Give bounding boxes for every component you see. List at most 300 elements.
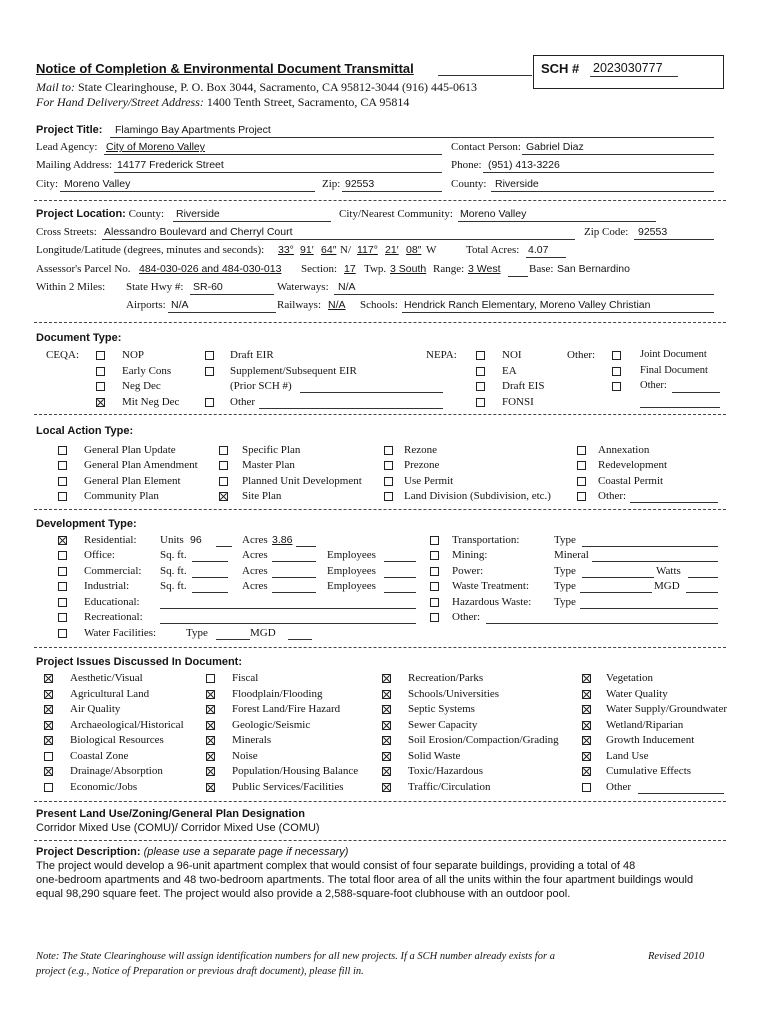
checkbox-septic[interactable]: [382, 705, 391, 714]
annexation-label: Annexation: [598, 444, 650, 456]
local-other-label: Other:: [598, 490, 627, 502]
footer-note-2: project (e.g., Notice of Preparation or previous draft document), please fill in.: [36, 966, 364, 977]
project-title-label: Project Title:: [36, 124, 103, 136]
water-quality-label: Water Quality: [606, 688, 668, 700]
mailing-address-label: Mailing Address:: [36, 159, 113, 171]
water-facilities-label: Water Facilities:: [84, 627, 157, 639]
checkbox-noi[interactable]: [476, 351, 485, 360]
supplement-eir-label: Supplement/Subsequent EIR: [230, 365, 357, 377]
description-heading-note: (please use a separate page if necessary): [143, 846, 349, 858]
checkbox-issues-other[interactable]: [582, 783, 591, 792]
checkbox-water-supply[interactable]: [582, 705, 591, 714]
checkbox-drainage[interactable]: [44, 767, 53, 776]
checkbox-land-division[interactable]: [384, 492, 393, 501]
lat-long-label: Longitude/Latitude (degrees, minutes and seconds):: [36, 244, 265, 256]
ceqa-other-line: [259, 408, 443, 409]
checkbox-specific-plan[interactable]: [219, 446, 228, 455]
checkbox-wetland[interactable]: [582, 721, 591, 730]
general-plan-amendment-label: General Plan Amendment: [84, 459, 198, 471]
checkbox-commercial[interactable]: [58, 567, 67, 576]
phone-value[interactable]: (951) 413-3226: [488, 159, 560, 171]
specific-plan-label: Specific Plan: [242, 444, 301, 456]
traffic-label: Traffic/Circulation: [408, 781, 491, 793]
checkbox-minerals[interactable]: [206, 736, 215, 745]
noise-label: Noise: [232, 750, 258, 762]
checkbox-traffic[interactable]: [382, 783, 391, 792]
community-line: [458, 221, 656, 222]
commercial-label: Commercial:: [84, 565, 142, 577]
land-division-label: Land Division (Subdivision, etc.): [404, 490, 551, 502]
schools-value[interactable]: Hendrick Ranch Elementary, Moreno Valley Christian: [404, 299, 651, 311]
checkbox-schools[interactable]: [382, 690, 391, 699]
recreational-label: Recreational:: [84, 611, 143, 623]
checkbox-joint-document[interactable]: [612, 351, 621, 360]
sch-label: SCH #: [541, 61, 580, 76]
checkbox-waste-treatment[interactable]: [430, 582, 439, 591]
schools-issue-label: Schools/Universities: [408, 688, 500, 700]
lat-n: N/: [340, 244, 351, 256]
biological-label: Biological Resources: [70, 734, 164, 746]
checkbox-hazardous-waste[interactable]: [430, 598, 439, 607]
checkbox-fonsi[interactable]: [476, 398, 485, 407]
zip-code-line: [634, 239, 714, 240]
checkbox-general-plan-update[interactable]: [58, 446, 67, 455]
prior-sch-label: (Prior SCH #): [230, 380, 292, 392]
project-location-label: Project Location:: [36, 208, 126, 220]
hazardous-type-line: [580, 608, 718, 609]
industrial-label: Industrial:: [84, 580, 130, 592]
residential-acres-label: Acres: [242, 534, 268, 546]
checkbox-dev-other[interactable]: [430, 613, 439, 622]
growth-inducement-label: Growth Inducement: [606, 734, 695, 746]
lat-sec[interactable]: 64″: [321, 244, 337, 256]
divider: [34, 840, 726, 841]
checkbox-draft-eis[interactable]: [476, 382, 485, 391]
total-acres-line: [526, 257, 566, 258]
mailing-address-value[interactable]: 14177 Frederick Street: [117, 159, 224, 171]
state-hwy-label: State Hwy #:: [126, 281, 184, 293]
general-plan-element-label: General Plan Element: [84, 475, 181, 487]
checkbox-rezone[interactable]: [384, 446, 393, 455]
community-label: City/Nearest Community:: [339, 208, 453, 220]
doc-other-line: [672, 392, 720, 393]
land-use-value[interactable]: Corridor Mixed Use (COMU)/ Corridor Mixed Use (COMU): [36, 822, 320, 834]
dev-other-label: Other:: [452, 611, 481, 623]
checkbox-residential[interactable]: [58, 536, 67, 545]
checkbox-mit-neg-dec[interactable]: [96, 398, 105, 407]
title-rule: [438, 75, 532, 76]
local-action-heading: Local Action Type:: [36, 425, 134, 437]
draft-eis-label: Draft EIS: [502, 380, 545, 392]
commercial-employees-label: Employees: [327, 565, 376, 577]
mail-text: State Clearinghouse, P. O. Box 3044, Sacramento, CA 95812-3044 (916) 445-0613: [78, 80, 477, 94]
checkbox-forest-land[interactable]: [206, 705, 215, 714]
checkbox-draft-eir[interactable]: [205, 351, 214, 360]
hand-delivery-text: 1400 Tenth Street, Sacramento, CA 95814: [206, 95, 410, 109]
waterways-line: [334, 294, 714, 295]
residential-acres-value[interactable]: 3.86: [272, 534, 293, 546]
lead-agency-value[interactable]: City of Moreno Valley: [106, 141, 206, 153]
apn-value[interactable]: 484-030-026 and 484-030-013: [139, 263, 282, 275]
waste-mgd-label: MGD: [654, 580, 680, 592]
checkbox-planned-unit-development[interactable]: [219, 477, 228, 486]
lon-sec[interactable]: 08″: [406, 244, 422, 256]
prior-sch-line: [300, 392, 443, 393]
sewer-label: Sewer Capacity: [408, 719, 478, 731]
checkbox-industrial[interactable]: [58, 582, 67, 591]
master-plan-label: Master Plan: [242, 459, 295, 471]
population-housing-label: Population/Housing Balance: [232, 765, 359, 777]
checkbox-noise[interactable]: [206, 752, 215, 761]
checkbox-toxic[interactable]: [382, 767, 391, 776]
issues-other-line: [638, 793, 724, 794]
vegetation-label: Vegetation: [606, 672, 654, 684]
soil-erosion-label: Soil Erosion/Compaction/Grading: [408, 734, 559, 746]
contact-line: [522, 154, 714, 155]
lon-w: W: [426, 244, 437, 256]
lon-min[interactable]: 21′: [385, 244, 399, 256]
project-issues-heading: Project Issues Discussed In Document:: [36, 656, 243, 668]
hand-delivery-label: For Hand Delivery/Street Address:: [36, 95, 204, 109]
mailing-address-line: [114, 172, 442, 173]
office-acres-label: Acres: [242, 549, 268, 561]
checkbox-vegetation[interactable]: [582, 674, 591, 683]
cumulative-effects-label: Cumulative Effects: [606, 765, 692, 777]
checkbox-agricultural[interactable]: [44, 690, 53, 699]
commercial-acres-line: [272, 577, 316, 578]
railways-label: Railways:: [277, 299, 321, 311]
office-employees-line: [384, 561, 416, 562]
checkbox-coastal-zone[interactable]: [44, 752, 53, 761]
county-line: [491, 191, 714, 192]
checkbox-growth-inducement[interactable]: [582, 736, 591, 745]
checkbox-recreation-parks[interactable]: [382, 674, 391, 683]
sch-underline: [590, 76, 678, 77]
checkbox-community-plan[interactable]: [58, 492, 67, 501]
checkbox-office[interactable]: [58, 551, 67, 560]
schools-line: [402, 312, 714, 313]
archaeological-label: Archaeological/Historical: [70, 719, 184, 731]
checkbox-ea[interactable]: [476, 367, 485, 376]
redevelopment-label: Redevelopment: [598, 459, 668, 471]
waterways-value[interactable]: N/A: [338, 281, 356, 293]
checkbox-population-housing[interactable]: [206, 767, 215, 776]
nop-label: NOP: [122, 349, 145, 361]
checkbox-water-quality[interactable]: [582, 690, 591, 699]
air-quality-label: Air Quality: [70, 703, 121, 715]
cross-streets-value[interactable]: Alessandro Boulevard and Cherryl Court: [104, 226, 293, 238]
description-heading: Project Description:: [36, 846, 141, 858]
commercial-sqft-line: [192, 577, 228, 578]
mining-label: Mining:: [452, 549, 488, 561]
forest-land-label: Forest Land/Fire Hazard: [232, 703, 341, 715]
nepa-label: NEPA:: [426, 349, 457, 361]
mineral-line: [592, 561, 718, 562]
rezone-label: Rezone: [404, 444, 437, 456]
document-type-heading: Document Type:: [36, 332, 122, 344]
phone-line: [483, 172, 714, 173]
divider: [34, 414, 726, 415]
checkbox-geologic[interactable]: [206, 721, 215, 730]
power-type-line: [582, 577, 654, 578]
checkbox-ceqa-other[interactable]: [205, 398, 214, 407]
development-type-heading: Development Type:: [36, 518, 137, 530]
base-label: Base:: [529, 263, 554, 275]
commercial-employees-line: [384, 577, 416, 578]
watts-label: Watts: [656, 565, 681, 577]
transportation-label: Transportation:: [452, 534, 520, 546]
commercial-sqft-label: Sq. ft.: [160, 565, 187, 577]
checkbox-supplement-eir[interactable]: [205, 367, 214, 376]
checkbox-neg-dec[interactable]: [96, 382, 105, 391]
units-line: [216, 546, 232, 547]
office-label: Office:: [84, 549, 115, 561]
checkbox-public-services[interactable]: [206, 783, 215, 792]
checkbox-cumulative-effects[interactable]: [582, 767, 591, 776]
twp-label: Twp.: [364, 263, 387, 275]
checkbox-power[interactable]: [430, 567, 439, 576]
educational-label: Educational:: [84, 596, 140, 608]
checkbox-transportation[interactable]: [430, 536, 439, 545]
airports-value[interactable]: N/A: [171, 299, 189, 311]
land-use-label: Land Use: [606, 750, 649, 762]
railways-value[interactable]: N/A: [328, 299, 346, 311]
power-label: Power:: [452, 565, 484, 577]
toxic-label: Toxic/Hazardous: [408, 765, 483, 777]
floodplain-label: Floodplain/Flooding: [232, 688, 323, 700]
checkbox-nop[interactable]: [96, 351, 105, 360]
lat-deg[interactable]: 33°: [278, 244, 294, 256]
contact-value[interactable]: Gabriel Diaz: [526, 141, 584, 153]
checkbox-water-facilities[interactable]: [58, 629, 67, 638]
office-acres-line: [272, 561, 316, 562]
lat-min[interactable]: 91′: [300, 244, 314, 256]
waste-treatment-label: Waste Treatment:: [452, 580, 530, 592]
checkbox-aesthetic[interactable]: [44, 674, 53, 683]
total-acres-value[interactable]: 4.07: [528, 244, 549, 256]
ceqa-label: CEQA:: [46, 349, 79, 361]
checkbox-mining[interactable]: [430, 551, 439, 560]
checkbox-general-plan-element[interactable]: [58, 477, 67, 486]
lead-agency-label: Lead Agency:: [36, 141, 98, 153]
agricultural-label: Agricultural Land: [70, 688, 150, 700]
doc-other-label: Other:: [567, 349, 596, 361]
phone-label: Phone:: [451, 159, 482, 171]
divider: [34, 647, 726, 648]
state-hwy-line: [190, 294, 274, 295]
ceqa-other-label: Other: [230, 396, 256, 408]
dev-other-line: [486, 623, 718, 624]
general-plan-update-label: General Plan Update: [84, 444, 176, 456]
checkbox-site-plan[interactable]: [219, 492, 228, 501]
waterways-label: Waterways:: [277, 281, 329, 293]
divider: [34, 200, 726, 201]
public-services-label: Public Services/Facilities: [232, 781, 344, 793]
project-title-value[interactable]: Flamingo Bay Apartments Project: [115, 124, 271, 136]
checkbox-biological[interactable]: [44, 736, 53, 745]
transportation-type-label: Type: [554, 534, 576, 546]
industrial-employees-label: Employees: [327, 580, 376, 592]
lon-deg[interactable]: 117°: [357, 244, 378, 256]
section-label: Section:: [301, 263, 338, 275]
geologic-label: Geologic/Seismic: [232, 719, 311, 731]
planned-unit-development-label: Planned Unit Development: [242, 475, 362, 487]
office-sqft-label: Sq. ft.: [160, 549, 187, 561]
sch-number: 2023030777: [593, 61, 663, 75]
state-hwy-value[interactable]: SR-60: [193, 281, 223, 293]
site-plan-label: Site Plan: [242, 490, 282, 502]
waste-mgd-line: [686, 592, 718, 593]
waste-type-label: Type: [554, 580, 576, 592]
range-label: Range:: [433, 263, 465, 275]
zip-code-label: Zip Code:: [584, 226, 629, 238]
zip-code-value[interactable]: 92553: [638, 226, 668, 238]
hazardous-type-label: Type: [554, 596, 576, 608]
checkbox-economic[interactable]: [44, 783, 53, 792]
zip-value[interactable]: 92553: [345, 178, 375, 190]
fonsi-label: FONSI: [502, 396, 534, 408]
range-line: [508, 276, 528, 277]
drainage-label: Drainage/Absorption: [70, 765, 163, 777]
checkbox-floodplain[interactable]: [206, 690, 215, 699]
doc-other-line-2: [640, 407, 720, 408]
industrial-sqft-label: Sq. ft.: [160, 580, 187, 592]
apn-label: Assessor's Parcel No.: [36, 263, 131, 275]
checkbox-archaeological[interactable]: [44, 721, 53, 730]
footer-note-1: Note: The State Clearinghouse will assign identification numbers for all new projects. If a SCH number already exists for a: [36, 951, 555, 962]
checkbox-master-plan[interactable]: [219, 461, 228, 470]
prezone-label: Prezone: [404, 459, 440, 471]
industrial-acres-label: Acres: [242, 580, 268, 592]
cross-streets-line: [102, 239, 575, 240]
units-value[interactable]: 96: [190, 534, 202, 546]
divider: [34, 322, 726, 323]
water-type-line: [216, 639, 250, 640]
city-value[interactable]: Moreno Valley: [64, 178, 131, 190]
water-supply-label: Water Supply/Groundwater: [606, 703, 727, 715]
checkbox-air-quality[interactable]: [44, 705, 53, 714]
office-sqft-line: [192, 561, 228, 562]
section-value[interactable]: 17: [344, 263, 356, 275]
contact-label: Contact Person:: [451, 141, 521, 153]
industrial-sqft-line: [192, 592, 228, 593]
total-acres-label: Total Acres:: [466, 244, 520, 256]
twp-value[interactable]: 3 South: [390, 263, 427, 275]
industrial-employees-line: [384, 592, 416, 593]
zip-label: Zip:: [322, 178, 341, 190]
description-line-3: equal 98,290 square feet. The project would also provide a 2,588-square-foot clubhouse with an outdoor pool.: [36, 888, 571, 900]
educational-line: [160, 608, 416, 609]
hazardous-waste-label: Hazardous Waste:: [452, 596, 532, 608]
checkbox-solid-waste[interactable]: [382, 752, 391, 761]
checkbox-land-use[interactable]: [582, 752, 591, 761]
early-cons-label: Early Cons: [122, 365, 172, 377]
checkbox-early-cons[interactable]: [96, 367, 105, 376]
units-label: Units: [160, 534, 184, 546]
checkbox-fiscal[interactable]: [206, 674, 215, 683]
commercial-acres-label: Acres: [242, 565, 268, 577]
checkbox-prezone[interactable]: [384, 461, 393, 470]
airports-line: [168, 312, 276, 313]
checkbox-redevelopment[interactable]: [577, 461, 586, 470]
checkbox-general-plan-amendment[interactable]: [58, 461, 67, 470]
final-document-label: Final Document: [640, 365, 708, 376]
location-county-label: County:: [128, 208, 165, 220]
economic-label: Economic/Jobs: [70, 781, 138, 793]
doc-other-type-label: Other:: [640, 380, 667, 391]
noi-label: NOI: [502, 349, 522, 361]
solid-waste-label: Solid Waste: [408, 750, 461, 762]
community-plan-label: Community Plan: [84, 490, 159, 502]
community-value[interactable]: Moreno Valley: [460, 208, 527, 220]
ea-label: EA: [502, 365, 517, 377]
zip-line: [342, 191, 442, 192]
minerals-label: Minerals: [232, 734, 272, 746]
water-type-label: Type: [186, 627, 208, 639]
recreational-line: [160, 623, 416, 624]
checkbox-doc-other[interactable]: [612, 382, 621, 391]
mineral-label: Mineral: [554, 549, 589, 561]
county-value[interactable]: Riverside: [495, 178, 539, 190]
checkbox-recreational[interactable]: [58, 613, 67, 622]
schools-label: Schools:: [360, 299, 398, 311]
checkbox-sewer[interactable]: [382, 721, 391, 730]
within-2-miles-label: Within 2 Miles:: [36, 281, 106, 293]
residential-label: Residential:: [84, 534, 137, 546]
water-mgd-line: [288, 639, 312, 640]
checkbox-final-document[interactable]: [612, 367, 621, 376]
water-mgd-label: MGD: [250, 627, 276, 639]
range-value[interactable]: 3 West: [468, 263, 501, 275]
septic-label: Septic Systems: [408, 703, 475, 715]
location-county-line: [173, 221, 331, 222]
city-line: [60, 191, 315, 192]
checkbox-local-other[interactable]: [577, 492, 586, 501]
description-line-2: one-bedroom apartments and 48 two-bedroom apartments. The total floor area of all the units within the four apartment buildings would: [36, 874, 694, 886]
land-use-heading: Present Land Use/Zoning/General Plan Designation: [36, 808, 305, 820]
waste-type-line: [580, 592, 652, 593]
divider: [34, 509, 726, 510]
checkbox-annexation[interactable]: [577, 446, 586, 455]
fiscal-label: Fiscal: [232, 672, 259, 684]
industrial-acres-line: [272, 592, 316, 593]
power-type-label: Type: [554, 565, 576, 577]
revised-label: Revised 2010: [648, 951, 705, 962]
base-value[interactable]: San Bernardino: [557, 263, 630, 275]
description-line-1: The project would develop a 96-unit apartment complex that would consist of four separate buildings, providing a total of 48: [36, 860, 636, 872]
transportation-type-line: [582, 546, 718, 547]
location-county-value[interactable]: Riverside: [176, 208, 220, 220]
checkbox-soil-erosion[interactable]: [382, 736, 391, 745]
city-label: City:: [36, 178, 59, 190]
checkbox-educational[interactable]: [58, 598, 67, 607]
local-other-line: [630, 502, 718, 503]
neg-dec-label: Neg Dec: [122, 380, 161, 392]
county-label: County:: [451, 178, 487, 190]
divider: [34, 801, 726, 802]
checkbox-use-permit[interactable]: [384, 477, 393, 486]
lead-agency-line: [104, 154, 442, 155]
aesthetic-label: Aesthetic/Visual: [70, 672, 143, 684]
coastal-permit-label: Coastal Permit: [598, 475, 664, 487]
acres-line: [296, 546, 316, 547]
form-title: Notice of Completion & Environmental Document Transmittal: [36, 61, 414, 76]
joint-document-label: Joint Document: [640, 349, 707, 360]
draft-eir-label: Draft EIR: [230, 349, 274, 361]
issues-other-label: Other: [606, 781, 632, 793]
checkbox-coastal-permit[interactable]: [577, 477, 586, 486]
project-title-line: [110, 137, 714, 138]
